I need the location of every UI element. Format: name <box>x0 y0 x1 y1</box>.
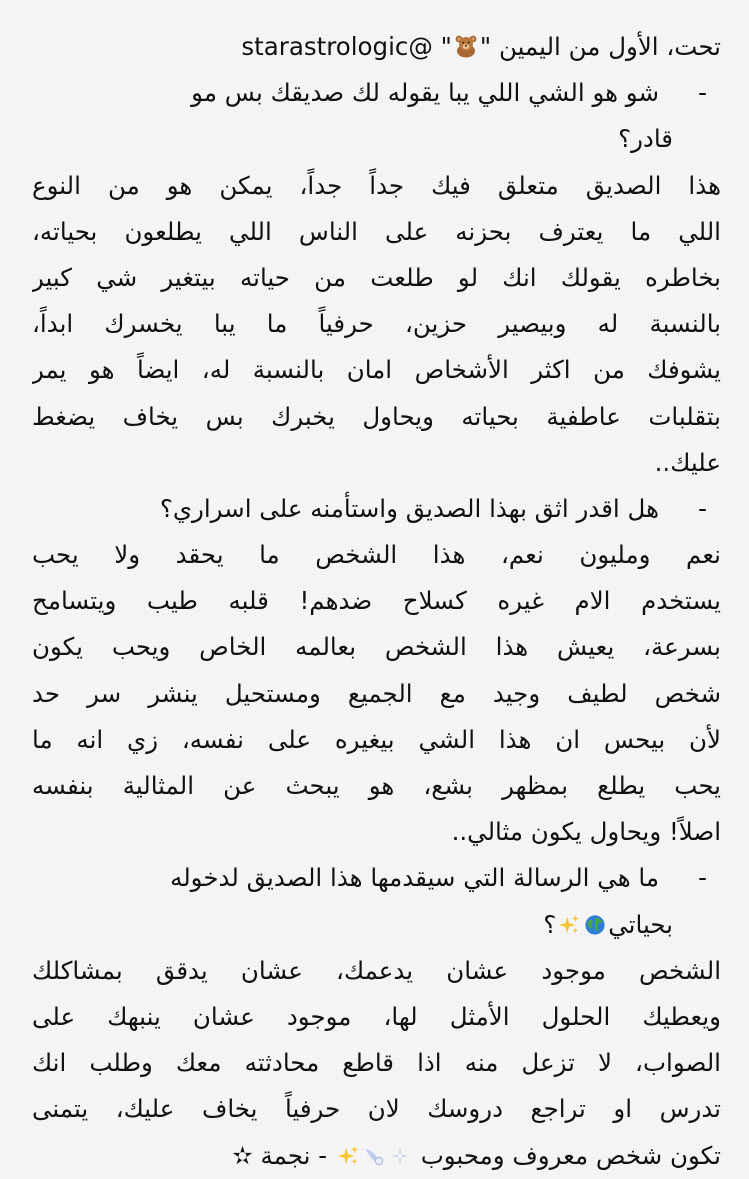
question-1-text: شو هو الشي اللي يبا يقوله لك صديقك بس مو <box>191 78 659 108</box>
question-3-end: ؟ <box>543 909 557 939</box>
bullet-dash: - <box>698 863 707 893</box>
answer-2-line-2: يستخدم الام غيره كسلاح ضدهم! قلبه طيب ويتسامح <box>32 586 721 616</box>
sparkles-icon <box>558 914 580 936</box>
footer-text: تكون شخص معروف ومحبوب <box>420 1140 721 1170</box>
question-1-line-2: قادر؟ <box>618 124 673 154</box>
header-text-start: تحت، الأول من اليمين " <box>479 32 721 61</box>
question-3-line-1 <box>32 855 721 901</box>
footer-line <box>32 1133 721 1179</box>
answer-1-line-1: هذا الصديق متعلق فيك جداً جداً، يمكن هو من النوع <box>32 170 721 200</box>
answer-1-line-3: بخاطره يقولك انك لو طلعت من حياته بيتغير شي كبير <box>32 262 721 292</box>
answer-2-line-1: نعم ومليون نعم، هذا الشخص ما يحقد ولا يحب <box>32 540 721 570</box>
bullet-dash: - <box>698 493 707 523</box>
question-3-line-2 <box>32 902 721 948</box>
header-line <box>32 24 721 70</box>
answer-2-line-7: اصلاً! ويحاول يكون مثالي.. <box>451 817 721 847</box>
answer-1-line-2: اللي ما يعترف بحزنه على الناس اللي يطلعون بحياته، <box>32 216 721 246</box>
sparkle-icon <box>389 1145 411 1167</box>
answer-2-line-4: شخص لطيف وجيد مع الجميع ومستحيل ينشر سر حد <box>32 678 721 708</box>
question-2-text: هل اقدر اثق بهذا الصديق واستأمنه على اسراري؟ <box>159 493 659 523</box>
answer-1-line-5: يشوفك من اكثر الأشخاص امان بالنسبة له، ايضاً هو يمر <box>32 355 721 385</box>
answer-2-line-5: لأن بيحس ان هذا الشي بيغيره على نفسه، زي انه ما <box>32 724 721 754</box>
answer-2-line-6: يحب يطلع بمظهر بشع، هو يبحث عن المثالية بنفسه <box>32 771 721 800</box>
question-1-line-1 <box>32 70 721 116</box>
sparkles-icon <box>337 1145 359 1167</box>
teddy-bear-icon <box>454 34 478 58</box>
answer-2-line-3: بسرعة، يعيش هذا الشخص بعالمه الخاص ويحب يكون <box>32 632 721 662</box>
header-text-end: " @starastrologic <box>241 32 452 61</box>
question-3-text-2: بحياتي <box>608 909 673 939</box>
question-2-line-1 <box>32 486 721 532</box>
question-3-text: ما هي الرسالة التي سيقدمها هذا الصديق لدخوله <box>170 863 659 893</box>
comet-icon <box>363 1145 385 1167</box>
answer-1-line-7: عليك.. <box>654 447 721 477</box>
bullet-dash: - <box>698 78 707 108</box>
answer-3-line-2: ويعطيك الحلول الأمثل لها، موجود عشان ينبهك على <box>32 1001 721 1031</box>
globe-icon <box>584 914 606 936</box>
answer-3-line-3: الصواب، لا تزعل منه اذا قاطع محادثته معك وطلب انك <box>32 1048 721 1078</box>
footer-suffix: - نجمة ✫ <box>232 1140 328 1170</box>
answer-3-line-4: تدرس او تراجع دروسك لان حرفياً يخاف عليك، يتمنى <box>32 1094 721 1124</box>
answer-1-line-6: بتقلبات عاطفية بحياته ويحاول يخبرك بس يخاف يضغط <box>32 401 721 431</box>
answer-1-line-4: بالنسبة له وبيصير حزين، حرفياً ما يبا يخسرك ابداً، <box>32 309 721 339</box>
answer-3-line-1: الشخص موجود عشان يدعمك، عشان يدقق بمشاكلك <box>32 955 721 985</box>
